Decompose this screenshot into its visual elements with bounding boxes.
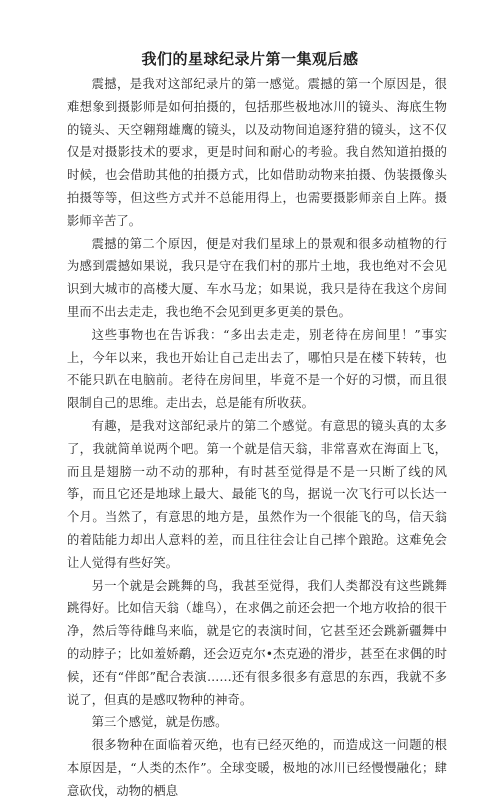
paragraph: 另一个就是会跳舞的鸟，我甚至觉得，我们人类都没有这些跳舞跳得好。比如信天翁（雄鸟），在求偶之前还会把一个地方收拾的很干净，然后等待雌鸟来临，就是它的表演时间，它甚至还会跳新疆舞中的动脖子；比如羞娇鹬，还会迈克尔•杰克逊的滑步，甚至在求偶的时候，还有“伴郎”配合表演……还有很多很多有意思的东西，我就不多说了，但真的是感叹物种的神奇。 <box>67 578 447 707</box>
paragraph: 这些事物也在告诉我：“多出去走走，别老待在房间里！”事实上，今年以来，我也开始让自己走出去了，哪怕只是在楼下转转，也不能只趴在电脑前。老待在房间里，毕竟不是一个好的习惯，而且很限制自己的思维。走出去，总是能有所收获。 <box>67 327 447 411</box>
page-title: 我们的星球纪录片第一集观后感 <box>141 50 359 68</box>
paragraph: 震撼，是我对这部纪录片的第一感觉。震撼的第一个原因是，很难想象到摄影师是如何拍摄的，包括那些极地冰川的镜头、海底生物的镜头、天空翱翔雄鹰的镜头，以及动物间追逐狩猎的镜头，这不仅仅是对摄影技术的要求，更是时间和耐心的考验。我自然知道拍摄的时候，也会借助其他的拍摄方式，比如借助动物来拍摄、伪装摄像头拍摄等等，但这些方式并不总能用得上，也需要摄影师亲自上阵。摄影师辛苦了。 <box>67 77 447 228</box>
paragraph: 震撼的第二个原因，便是对我们星球上的景观和很多动植物的行为感到震撼如果说，我只是守在我们村的那片土地，我也绝对不会见识到大城市的高楼大厦、车水马龙；如果说，我只是待在我这个房间里而不出去走走，我也绝不会见到更多更美的景色。 <box>67 236 447 319</box>
paragraph: 第三个感觉，就是伤感。 <box>91 715 228 730</box>
paragraph: 很多物种在面临着灭绝，也有已经灭绝的，而造成这一问题的根本原因是，“人类的杰作”。全球变暖，极地的冰川已经慢慢融化；肆意砍伐，动物的栖息 <box>67 738 447 798</box>
paragraph: 有趣，是我对这部纪录片的第二个感觉。有意思的镜头真的太多了，我就简单说两个吧。第一个就是信天翁，非常喜欢在海面上飞，而且是翅膀一动不动的那种，有时甚至觉得是不是一只断了线的风筝，而且它还是地球上最大、最能飞的鸟，据说一次飞行可以长达一个月。当然了，有意思的地方是，虽然作为一个很能飞的鸟，信天翁的着陆能力却出人意料的差，而且往往会让自己摔个踉跄。这难免会让人觉得有些好笑。 <box>67 418 447 570</box>
document-body <box>67 73 447 803</box>
